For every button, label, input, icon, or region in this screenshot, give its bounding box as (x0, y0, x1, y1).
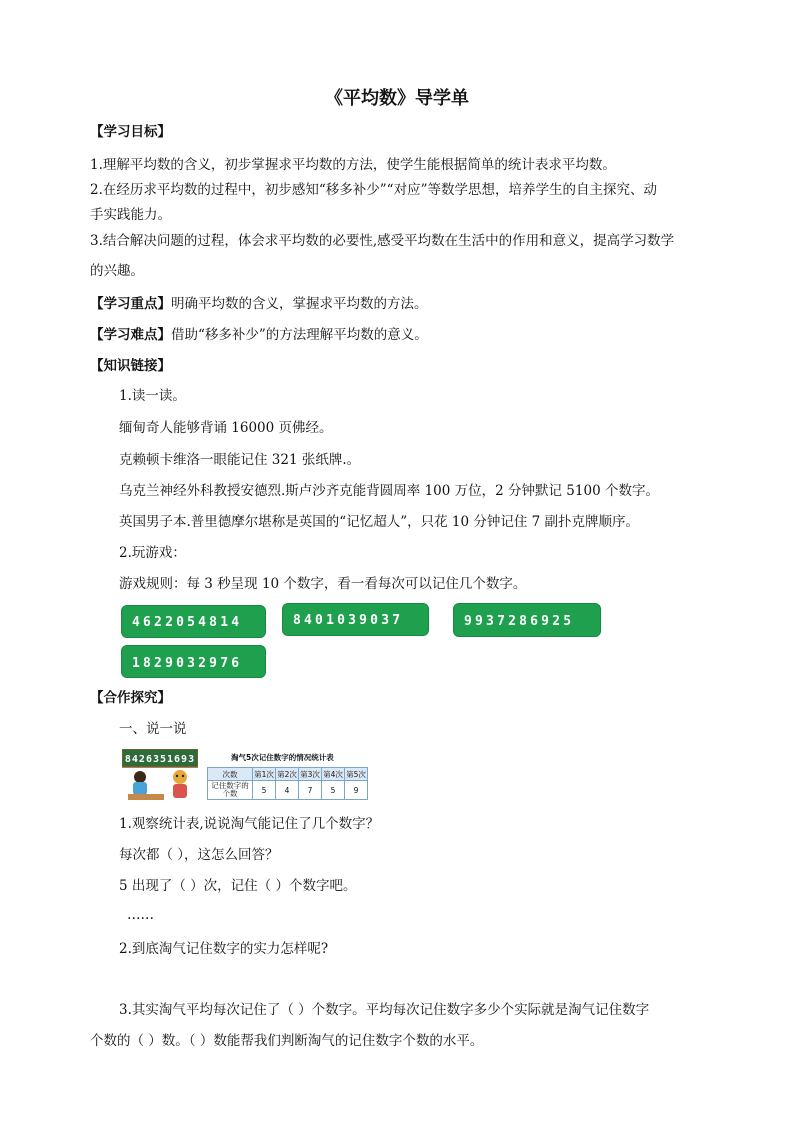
goal-line-2-cont: 手实践能力。 (90, 207, 171, 223)
stats-header-4: 第4次 (323, 769, 343, 779)
stats-value-1: 5 (253, 781, 276, 800)
goals-heading: 【学习目标】 (90, 124, 171, 140)
goal-line-3: 3.结合解决问题的过程，体会求平均数的必要性,感受平均数在生活中的作用和意义，提高学习数学 (90, 233, 675, 249)
read-item-4: 英国男子本.普里德摩尔堪称是英国的“记忆超人”，只花 10 分钟记住 7 副扑克牌顺序。 (119, 514, 640, 530)
number-card-1 (121, 605, 266, 638)
key-point-text: 明确平均数的含义，掌握求平均数的方法。 (171, 296, 428, 312)
ellipsis: …… (127, 907, 154, 923)
difficulty-text: 借助“移多补少”的方法理解平均数的意义。 (171, 327, 428, 343)
stats-value-3: 7 (299, 781, 322, 800)
number-card-3 (453, 603, 601, 637)
read-item-3: 乌克兰神经外科教授安德烈.斯卢沙齐克能背圆周率 100 万位，2 分钟默记 5100 个数字。 (119, 483, 659, 499)
number-card-2 (282, 603, 429, 636)
read-title: 1.读一读。 (119, 388, 186, 404)
stats-value-5: 9 (345, 781, 368, 800)
read-item-1: 缅甸奇人能够背诵 16000 页佛经。 (119, 420, 333, 436)
difficulty-line (90, 325, 428, 345)
number-card-3-text: 9937286925 (464, 614, 575, 629)
difficulty-heading: 【学习难点】 (90, 327, 171, 343)
stats-table-data-row (208, 781, 368, 800)
goal-line-2: 2.在经历求平均数的过程中，初步感知“移多补少”“对应”等数学思想，培养学生的自主探究、动 (90, 182, 657, 198)
stats-header-3: 第3次 (300, 769, 320, 779)
question-1a: 每次都（ ），这怎么回答？ (119, 847, 279, 863)
question-2: 2.到底淘气记住数字的实力怎样呢? (119, 941, 329, 957)
question-1b: 5 出现了（ ）次，记住（ ）个数字吧。 (119, 878, 357, 894)
stats-table-title: 淘气5次记住数字的情况统计表 (231, 753, 334, 762)
explore-heading: 【合作探究】 (90, 690, 171, 706)
game-title: 2.玩游戏： (119, 545, 186, 561)
stats-table-header-row (208, 768, 368, 781)
knowledge-heading: 【知识链接】 (90, 358, 171, 374)
read-item-2: 克赖顿卡维洛一眼能记住 321 张纸牌.。 (119, 452, 361, 468)
question-1: 1.观察统计表,说说淘气能记住了几个数字？ (119, 816, 380, 832)
stats-value-2: 4 (276, 781, 299, 800)
part-title: 一、说一说 (119, 721, 187, 737)
stats-row-label: 记住数字的个数 (208, 781, 253, 800)
stats-table (207, 767, 368, 800)
number-card-1-text: 4622054814 (132, 615, 243, 630)
number-card-4 (121, 645, 266, 678)
goal-line-3-cont: 的兴趣。 (90, 263, 144, 279)
question-3-line-1: 3.其实淘气平均每次记住了（ ）个数字。平均每次记住数字多少个实际就是淘气记住数字 (119, 1002, 650, 1018)
key-point-heading: 【学习重点】 (90, 296, 171, 312)
stats-header-2: 第2次 (277, 769, 297, 779)
classroom-illustration (122, 749, 198, 801)
goal-line-1: 1.理解平均数的含义，初步掌握求平均数的方法，使学生能根据简单的统计表求平均数。 (90, 157, 616, 173)
game-rule: 游戏规则：每 3 秒呈现 10 个数字，看一看每次可以记住几个数字。 (119, 576, 527, 592)
stats-header-5: 第5次 (346, 769, 366, 779)
number-card-4-text: 1829032976 (132, 656, 243, 671)
page-title: 《平均数》导学单 (325, 88, 469, 109)
key-point-line (90, 294, 428, 314)
stats-value-4: 5 (322, 781, 345, 800)
number-card-2-text: 8401039037 (293, 613, 404, 628)
stats-header-label: 次数 (208, 768, 253, 781)
question-3-line-2: 个数的（ ）数。（ ）数能帮我们判断淘气的记住数字个数的水平。 (90, 1033, 484, 1049)
board-text: 8426351693 (124, 754, 196, 765)
stats-header-1: 第1次 (254, 769, 274, 779)
